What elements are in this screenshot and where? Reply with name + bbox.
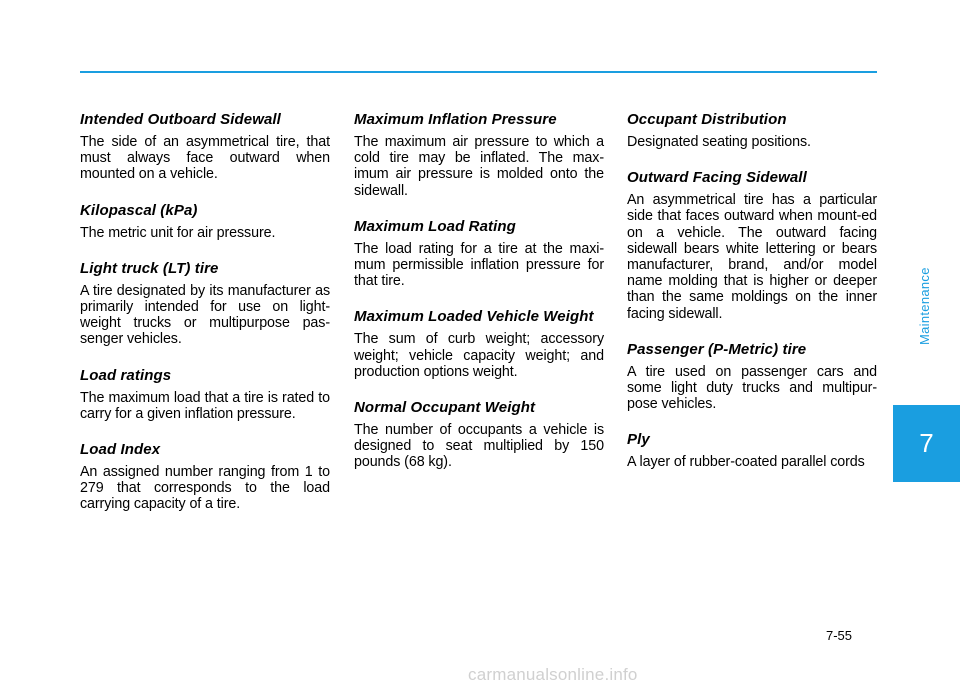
glossary-definition: The side of an asymmetrical tire, that must always face outward when mounted on a vehicle. bbox=[80, 134, 330, 183]
glossary-definition: An asymmetrical tire has a particular side that faces outward when mount-ed on a vehicle. The outward facing sidewall bears white lettering or bears manufacturer, brand, and/or model name molding that is higher or deeper than the same moldings on the inner facing sidewall. bbox=[627, 192, 877, 322]
glossary-term: Outward Facing Sidewall bbox=[627, 169, 807, 187]
glossary-entry bbox=[354, 399, 604, 471]
glossary-entry bbox=[80, 367, 330, 422]
header-rule bbox=[80, 71, 877, 73]
glossary-definition: The maximum load that a tire is rated to carry for a given inflation pressure. bbox=[80, 389, 330, 422]
glossary-term: Kilopascal (kPa) bbox=[80, 201, 198, 219]
glossary-entry bbox=[354, 308, 604, 380]
glossary-definition: The metric unit for air pressure. bbox=[80, 224, 276, 241]
glossary-column-3 bbox=[627, 111, 877, 490]
glossary-definition: The maximum air pressure to which a cold tire may be inflated. The max-imum air pressure is molded onto the sidewall. bbox=[354, 134, 604, 199]
glossary-entry bbox=[80, 260, 330, 348]
glossary-definition: The sum of curb weight; accessory weight; vehicle capacity weight; and production options weight. bbox=[354, 331, 604, 380]
glossary-entry bbox=[627, 169, 877, 322]
glossary-term: Intended Outboard Sidewall bbox=[80, 111, 281, 128]
glossary-column-1 bbox=[80, 111, 330, 532]
glossary-entry bbox=[627, 111, 877, 150]
glossary-definition: A layer of rubber-coated parallel cords bbox=[627, 454, 865, 471]
glossary-entry bbox=[80, 202, 330, 241]
chapter-number-badge: 7 bbox=[893, 405, 960, 482]
glossary-entry bbox=[80, 111, 330, 183]
glossary-term: Light truck (LT) tire bbox=[80, 259, 219, 277]
glossary-term: Maximum Loaded Vehicle Weight bbox=[354, 308, 594, 326]
site-watermark: carmanualsonline.info bbox=[468, 665, 638, 684]
glossary-definition: Designated seating positions. bbox=[627, 134, 811, 150]
page-number: 7-55 bbox=[826, 628, 853, 643]
glossary-entry bbox=[354, 111, 604, 199]
glossary-term: Maximum Inflation Pressure bbox=[354, 111, 557, 128]
section-tab-label: Maintenance bbox=[917, 267, 932, 345]
glossary-definition: The number of occupants a vehicle is designed to seat multiplied by 150 pounds (68 kg). bbox=[354, 422, 604, 471]
glossary-term: Load Index bbox=[80, 441, 161, 459]
glossary-definition: The load rating for a tire at the maxi-mum permissible inflation pressure for that tire. bbox=[354, 240, 604, 290]
glossary-column-2 bbox=[354, 111, 604, 490]
glossary-term: Load ratings bbox=[80, 366, 172, 384]
glossary-term: Ply bbox=[627, 431, 650, 449]
glossary-definition: An assigned number ranging from 1 to 279 that corresponds to the load carrying capacity of a tire. bbox=[80, 464, 330, 513]
glossary-entry bbox=[627, 341, 877, 413]
glossary-entry bbox=[354, 218, 604, 290]
glossary-term: Occupant Distribution bbox=[627, 111, 787, 128]
glossary-term: Passenger (P-Metric) tire bbox=[627, 340, 807, 358]
glossary-term: Normal Occupant Weight bbox=[354, 399, 536, 417]
glossary-entry bbox=[627, 431, 877, 470]
glossary-term: Maximum Load Rating bbox=[354, 217, 516, 235]
glossary-definition: A tire designated by its manufacturer as primarily intended for use on light-weight trucks or multipurpose pas-senger vehicles. bbox=[80, 282, 330, 348]
glossary-entry bbox=[80, 441, 330, 513]
glossary-definition: A tire used on passenger cars and some light duty trucks and multipur-pose vehicles. bbox=[627, 363, 877, 413]
